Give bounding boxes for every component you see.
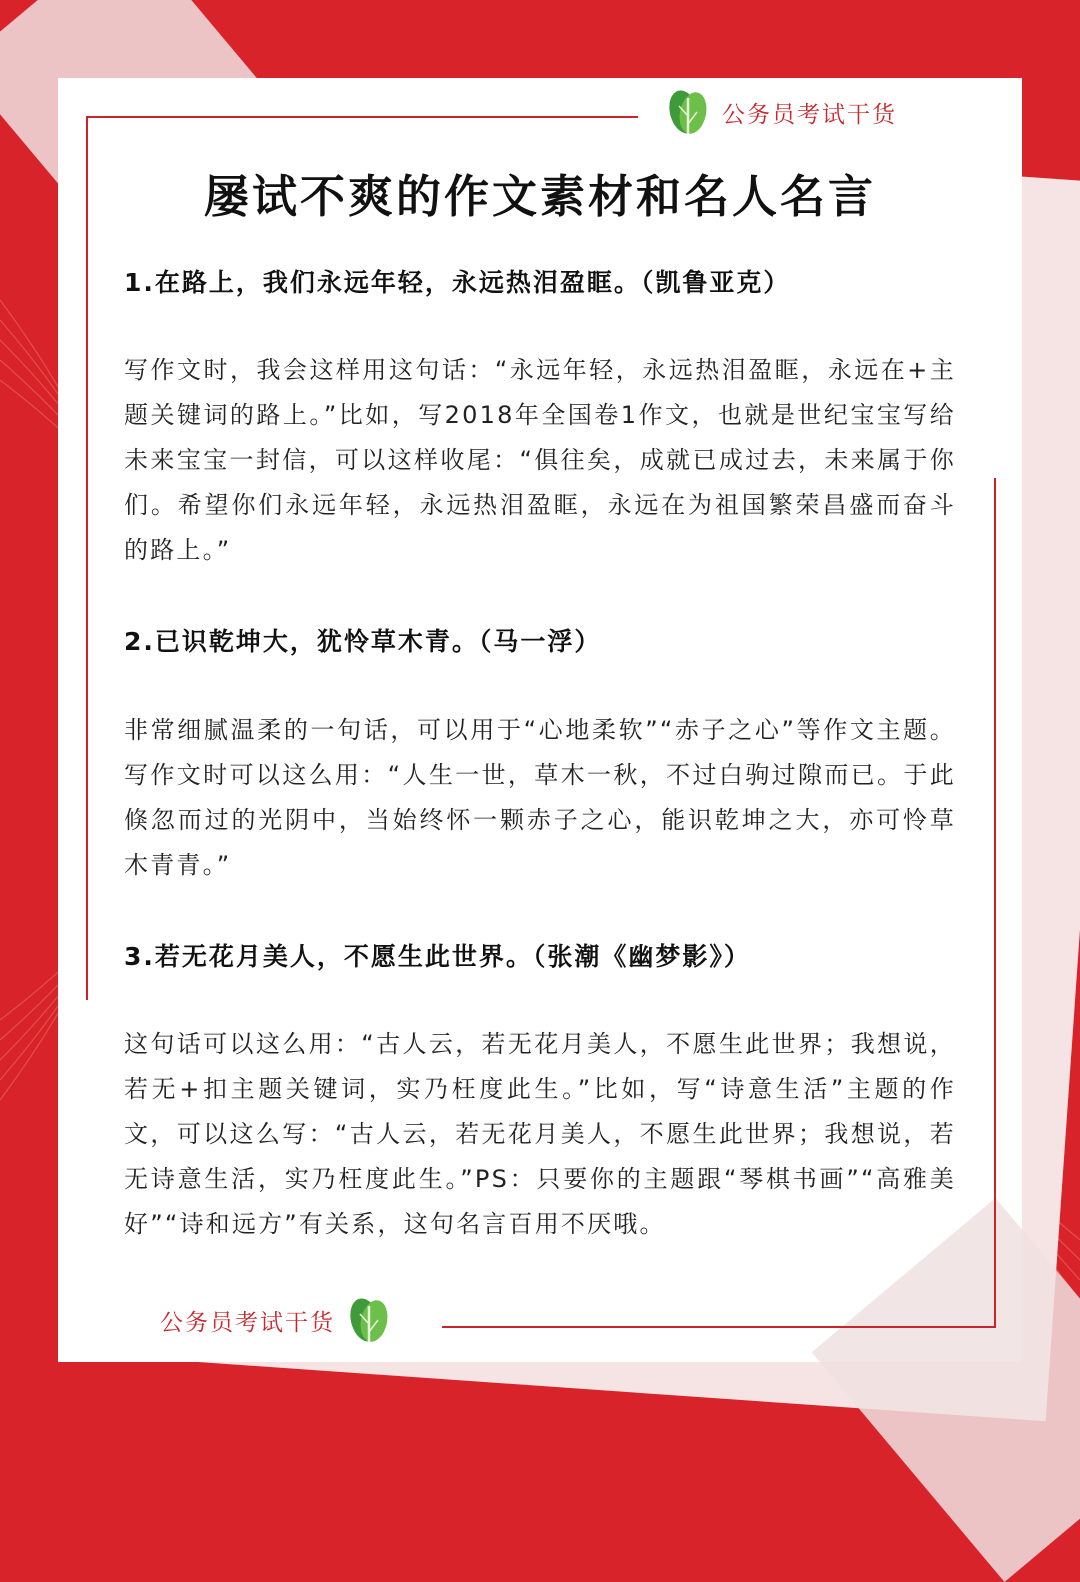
brand-footer [160,1294,393,1346]
page-title: 屡试不爽的作文素材和名人名言 [203,170,876,223]
quote-heading-3: 3.若无花月美人，不愿生此世界。（张潮《幽梦影》） [124,942,751,971]
brand-name: 公务员考试干货 [722,101,897,128]
quote-usage-2: 非常细腻温柔的一句话，可以用于“心地柔软”“赤子之心”等作文主题。写作文时可以这么用：“人生一世，草木一秋，不过白驹过隙而已。于此倏忽而过的光阴中，当始终怀一颗赤子之心，能识乾坤之大，亦可怜草木青青。” [124,716,956,879]
frame-line-top [88,116,638,118]
quote-heading-2: 2.已识乾坤大，犹怜草木青。（马一浮） [124,627,602,656]
quote-heading-1: 1.在路上，我们永远年轻，永远热泪盈眶。（凯鲁亚克） [124,268,791,297]
brand-name-footer: 公务员考试干货 [160,1309,335,1336]
brand-header [664,86,897,138]
cabbage-icon [345,1294,393,1346]
cabbage-icon [664,86,712,138]
frame-line-bottom [442,1326,996,1328]
frame-line-right [994,478,996,1328]
quote-usage-3: 这句话可以这么用：“古人云，若无花月美人，不愿生此世界；我想说，若无+扣主题关键词，实乃枉度此生。”比如，写“诗意生活”主题的作文，可以这么写：“古人云，若无花月美人，不愿生此世界；我想说，若无诗意生活，实乃枉度此生。”PS：只要你的主题跟“琴棋书画”“高雅美好”“诗和远方”有关系，这句名言百用不厌哦。 [124,1030,956,1238]
frame-line-left [86,116,88,1000]
quote-usage-1: 写作文时，我会这样用这句话：“永远年轻，永远热泪盈眶，永远在+主题关键词的路上。”比如，写2018年全国卷1作文，也就是世纪宝宝写给未来宝宝一封信，可以这样收尾：“俱往矣，成就已成过去，未来属于你们。希望你们永远年轻，永远热泪盈眶，永远在为祖国繁荣昌盛而奋斗的路上。” [124,356,956,564]
